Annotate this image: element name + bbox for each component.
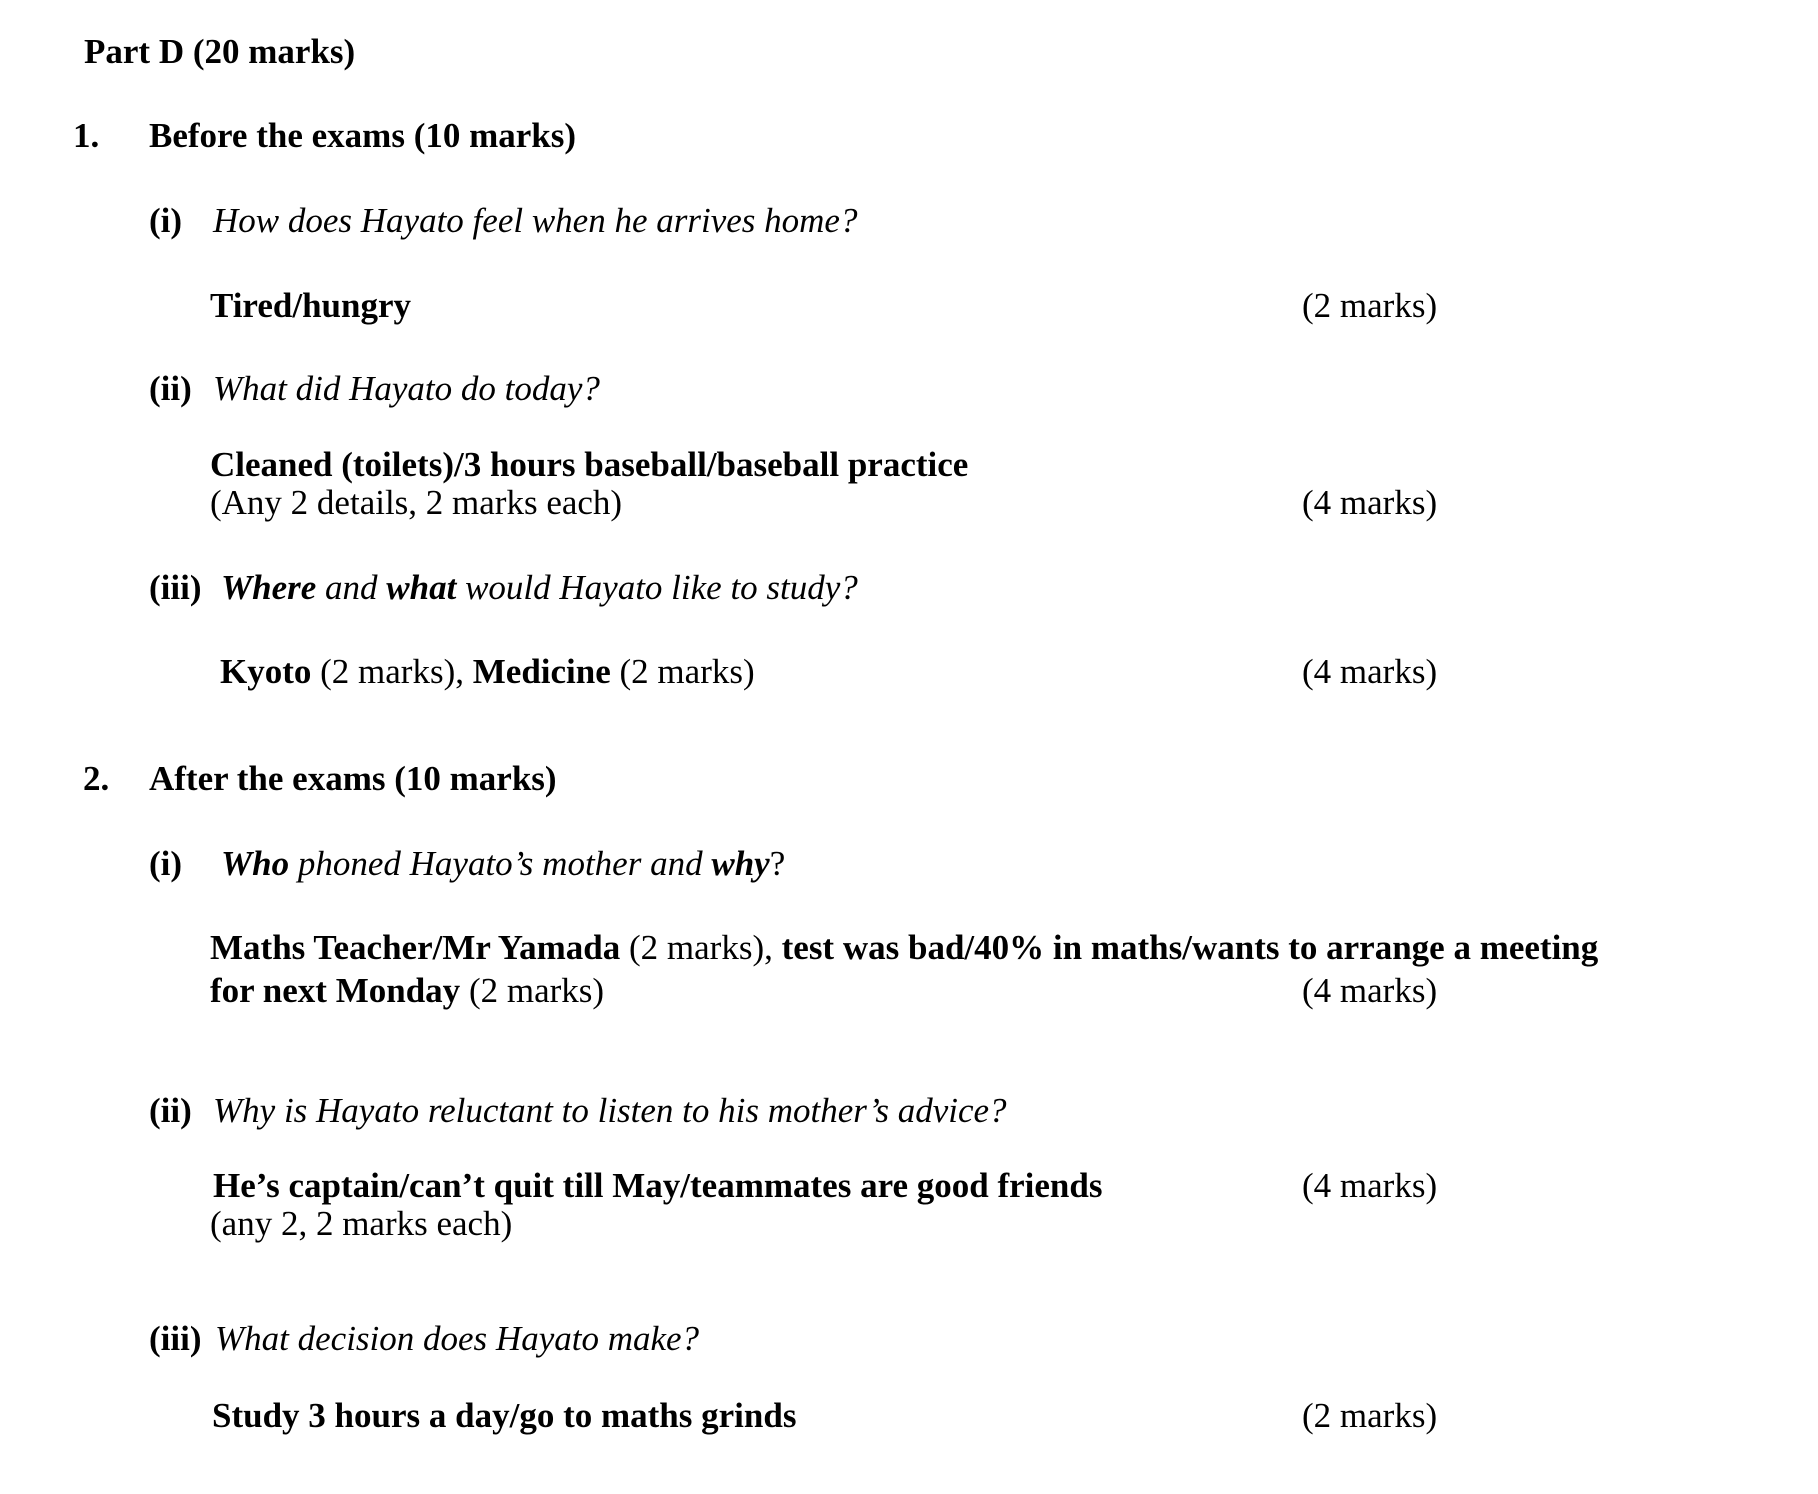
question-number: (i) bbox=[149, 844, 183, 883]
question-number: (ii) bbox=[149, 1091, 192, 1130]
question-emphasis: why bbox=[711, 844, 770, 883]
question-text: How does Hayato feel when he arrives home? bbox=[213, 201, 858, 240]
question-fragment: ? bbox=[769, 844, 786, 883]
marks-label: (4 marks) bbox=[1302, 1166, 1438, 1205]
answer-text bbox=[210, 930, 1598, 965]
answer-emphasis: for next Monday bbox=[210, 971, 461, 1010]
question-number: (i) bbox=[149, 201, 183, 240]
answer-fragment: (2 marks) bbox=[460, 971, 605, 1010]
answer-note: (Any 2 details, 2 marks each) bbox=[210, 483, 623, 522]
answer-text: Study 3 hours a day/go to maths grinds bbox=[212, 1396, 797, 1435]
answer-note: (any 2, 2 marks each) bbox=[210, 1204, 513, 1243]
answer-text: Tired/hungry bbox=[210, 286, 411, 325]
answer-emphasis: Maths Teacher/Mr Yamada bbox=[210, 928, 621, 967]
marks-label: (4 marks) bbox=[1302, 652, 1438, 691]
question-text bbox=[221, 846, 785, 881]
question-number: (ii) bbox=[149, 369, 192, 408]
section-heading: After the exams (10 marks) bbox=[149, 759, 557, 798]
answer-emphasis: Medicine bbox=[472, 652, 611, 691]
answer-emphasis: test was bad/40% in maths/wants to arrange a meeting bbox=[781, 928, 1599, 967]
question-fragment: and bbox=[316, 568, 387, 607]
answer-fragment: (2 marks), bbox=[311, 652, 473, 691]
section-number: 2. bbox=[83, 759, 110, 798]
answer-emphasis: Kyoto bbox=[220, 652, 312, 691]
marks-label: (4 marks) bbox=[1302, 483, 1438, 522]
question-emphasis: Where bbox=[221, 568, 317, 607]
answer-text: He’s captain/can’t quit till May/teammates are good friends bbox=[213, 1166, 1103, 1205]
section-heading: Before the exams (10 marks) bbox=[149, 116, 577, 155]
marks-label: (2 marks) bbox=[1302, 286, 1438, 325]
marks-label: (2 marks) bbox=[1302, 1396, 1438, 1435]
question-text: What decision does Hayato make? bbox=[215, 1319, 700, 1358]
question-number: (iii) bbox=[149, 1319, 202, 1358]
question-text: Why is Hayato reluctant to listen to his mother’s advice? bbox=[213, 1091, 1007, 1130]
marks-label: (4 marks) bbox=[1302, 971, 1438, 1010]
answer-text: Cleaned (toilets)/3 hours baseball/baseball practice bbox=[210, 445, 969, 484]
question-fragment: phoned Hayato’s mother and bbox=[289, 844, 712, 883]
question-emphasis: what bbox=[386, 568, 457, 607]
question-fragment: would Hayato like to study? bbox=[456, 568, 858, 607]
question-number: (iii) bbox=[149, 568, 202, 607]
section-number: 1. bbox=[73, 116, 100, 155]
answer-fragment: (2 marks) bbox=[610, 652, 755, 691]
answer-text bbox=[210, 973, 604, 1008]
part-title: Part D (20 marks) bbox=[84, 32, 356, 71]
question-text bbox=[221, 570, 858, 605]
question-emphasis: Who bbox=[221, 844, 290, 883]
answer-text bbox=[220, 654, 755, 689]
answer-fragment: (2 marks), bbox=[620, 928, 782, 967]
question-text: What did Hayato do today? bbox=[213, 369, 600, 408]
